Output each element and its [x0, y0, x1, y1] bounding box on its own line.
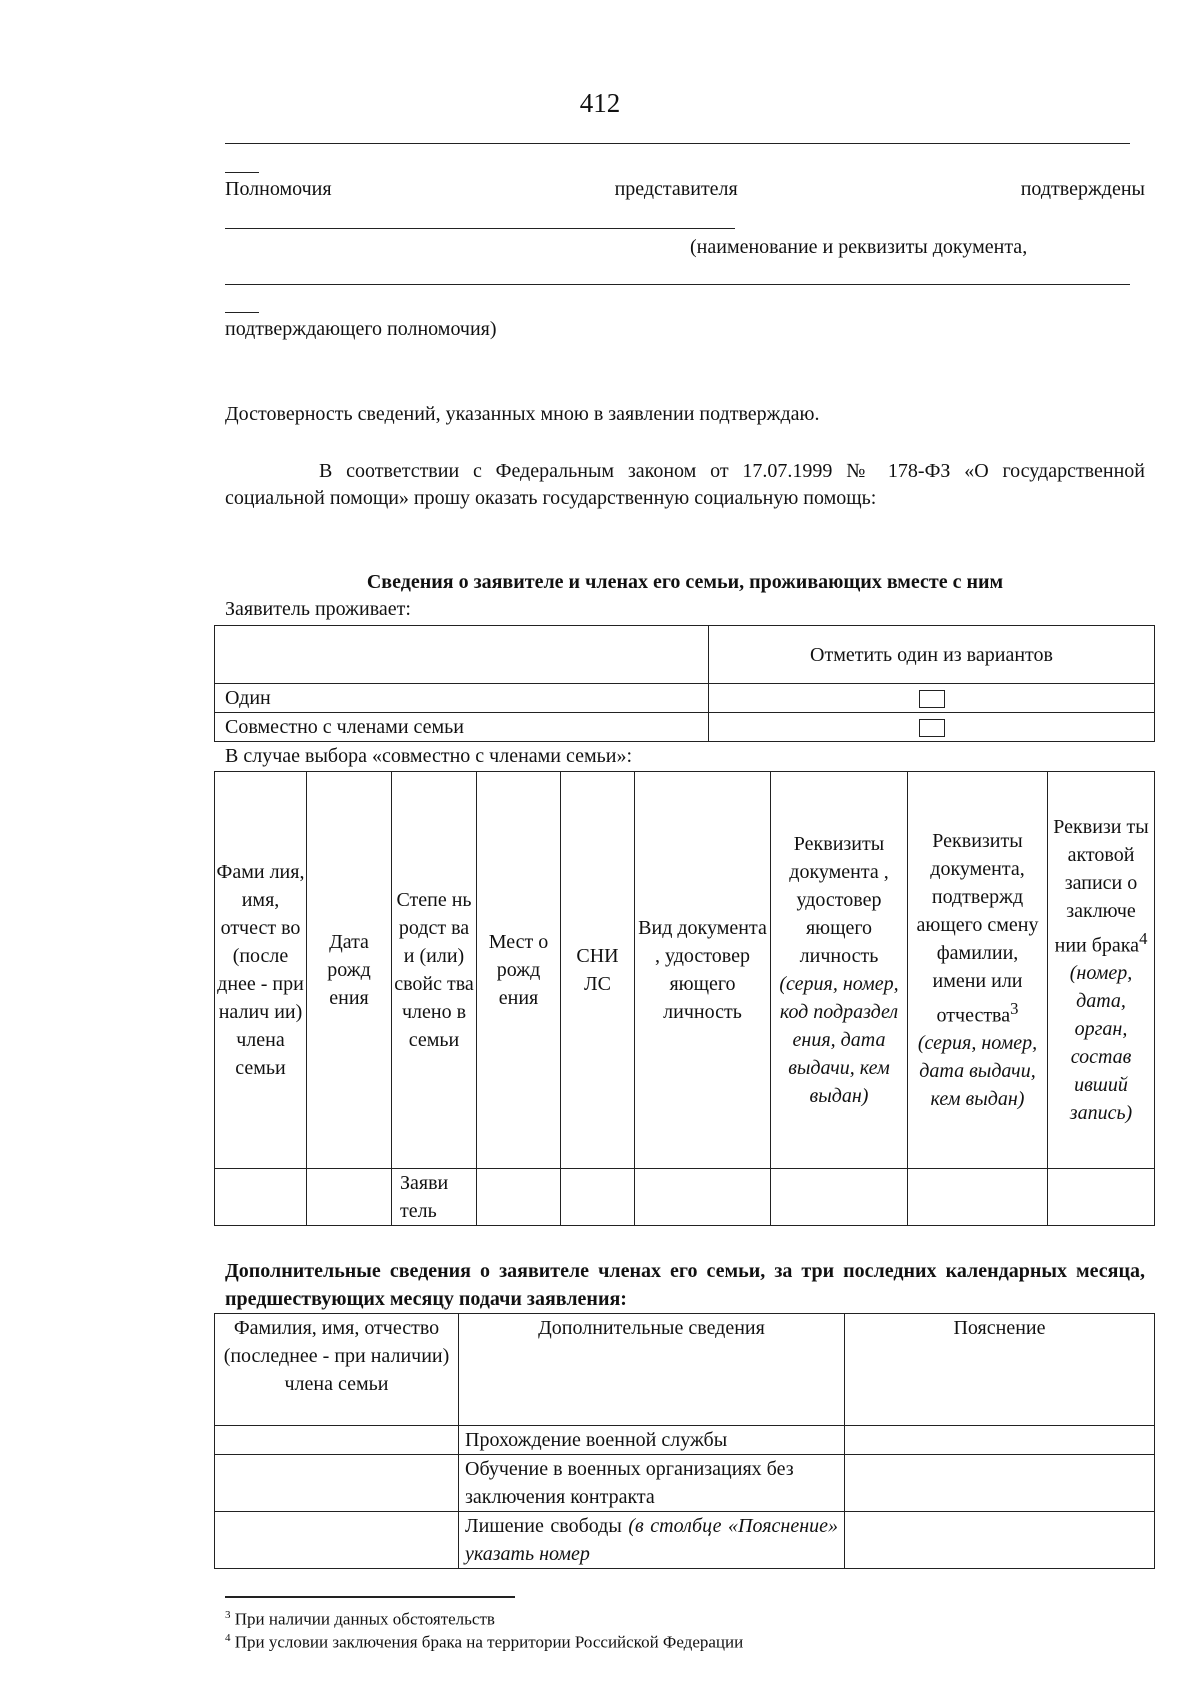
header-birth-date: Дата рожд ения	[307, 772, 392, 1169]
row-imprisonment-text: Лишение свободы	[465, 1515, 622, 1537]
authority-hint-b: подтверждающего полномочия)	[225, 318, 497, 340]
footnote-ref-3: 3	[1010, 998, 1019, 1018]
members-table	[214, 771, 1155, 1226]
row2-member	[215, 1455, 459, 1512]
header-relationship: Степе нь родст ва и (или) свойс тва члено в семьи	[392, 772, 477, 1169]
page-number: 412	[579, 88, 621, 118]
row1-member	[215, 1426, 459, 1455]
header-id-doc-details-text: Реквизиты документа , удостовер яющего личность	[789, 833, 889, 967]
footnote-3-text: При наличии данных обстоятельств	[234, 1609, 495, 1629]
authority-line	[225, 178, 1145, 201]
applicant-cell-name	[215, 1169, 307, 1226]
short-rule	[225, 172, 259, 173]
applicant-cell-doc-type	[635, 1169, 771, 1226]
row-imprisonment	[459, 1512, 845, 1569]
header-id-doc-details-italic: (серия, номер, код подраздел ения, дата выдачи, кем выдан)	[779, 973, 899, 1107]
header-full-name: Фами лия, имя, отчест во (после днее - при налич ии) члена семьи	[215, 772, 307, 1169]
option-alone-checkbox[interactable]	[919, 690, 945, 708]
option-family-label: Совместно с членами семьи	[215, 713, 709, 742]
header-member-name: Фамилия, имя, отчество (последнее - при наличии) члена семьи	[215, 1314, 459, 1426]
header-id-doc-details	[771, 772, 908, 1169]
footnote-ref-4: 4	[1139, 928, 1148, 948]
authority-word-2: представителя	[614, 178, 738, 200]
row-imprisonment-note: (в столбце «Пояснение» указать номер	[465, 1515, 838, 1565]
fill-rule	[225, 228, 735, 229]
row3-member	[215, 1512, 459, 1569]
header-name-change-doc-text: Реквизиты документа, подтвержд ающего смену фамилии, имени или отчества	[916, 829, 1039, 1027]
applicant-cell-birth-place	[477, 1169, 561, 1226]
lives-label: Заявитель проживает:	[225, 598, 411, 620]
residence-header-empty	[215, 626, 709, 684]
options-header: Отметить один из вариантов	[709, 626, 1155, 684]
residence-table	[214, 625, 1155, 742]
additional-info-table	[214, 1313, 1155, 1569]
row1-explanation	[845, 1426, 1155, 1455]
option-alone-cell	[709, 684, 1155, 713]
header-marriage-record-italic: (номер, дата, орган, состав ивший запись)	[1069, 962, 1133, 1125]
header-additional-info: Дополнительные сведения	[459, 1314, 845, 1426]
footnote-4	[225, 1632, 743, 1653]
row-military-service: Прохождение военной службы	[459, 1426, 845, 1455]
footnote-4-number: 4	[225, 1632, 231, 1644]
header-name-change-doc	[908, 772, 1048, 1169]
fill-rule	[225, 284, 1130, 285]
row-military-education: Обучение в военных организациях без заключения контракта	[459, 1455, 845, 1512]
applicant-cell-name-change	[908, 1169, 1048, 1226]
header-name-change-doc-italic: (серия, номер, дата выдачи, кем выдан)	[917, 1032, 1038, 1111]
header-explanation: Пояснение	[845, 1314, 1155, 1426]
header-marriage-record	[1048, 772, 1155, 1169]
footnote-rule	[225, 1596, 515, 1598]
header-id-doc-type: Вид документа , удостовер яющего личность	[635, 772, 771, 1169]
option-family-cell	[709, 713, 1155, 742]
row3-explanation	[845, 1512, 1155, 1569]
reliability-statement: Достоверность сведений, указанных мною в заявлении подтверждаю.	[225, 403, 820, 425]
header-snils: СНИ ЛС	[561, 772, 635, 1169]
authority-word-1: Полномочия	[225, 178, 332, 200]
applicant-cell-marriage	[1048, 1169, 1155, 1226]
option-alone-label: Один	[215, 684, 709, 713]
section2-title: Дополнительные сведения о заявителе членах его семьи, за три последних календарных месяца, предшествующих месяцу подачи заявления:	[225, 1260, 1145, 1310]
family-note: В случае выбора «совместно с членами семьи»:	[225, 745, 633, 767]
request-paragraph: В соответствии с Федеральным законом от 17.07.1999 № 178-ФЗ «О государственной социальной помощи» прошу оказать государственную социальную помощь:	[225, 460, 1145, 509]
authority-hint-a: (наименование и реквизиты документа,	[690, 236, 1028, 258]
header-rule	[225, 143, 1130, 144]
footnote-4-text: При условии заключения брака на территории Российской Федерации	[234, 1632, 744, 1652]
applicant-cell-snils	[561, 1169, 635, 1226]
applicant-relationship: Заяви тель	[392, 1169, 477, 1226]
short-rule	[225, 312, 259, 313]
header-marriage-record-text: Реквизи ты актовой записи о заключе нии брака	[1053, 815, 1149, 957]
footnote-3-number: 3	[225, 1609, 231, 1621]
row2-explanation	[845, 1455, 1155, 1512]
applicant-cell-doc-details	[771, 1169, 908, 1226]
option-family-checkbox[interactable]	[919, 719, 945, 737]
section1-title: Сведения о заявителе и членах его семьи, проживающих вместе с ним	[366, 571, 1004, 593]
applicant-cell-birth-date	[307, 1169, 392, 1226]
authority-word-3: подтверждены	[1020, 178, 1145, 200]
header-birth-place: Мест о рожд ения	[477, 772, 561, 1169]
footnote-3	[225, 1609, 495, 1630]
